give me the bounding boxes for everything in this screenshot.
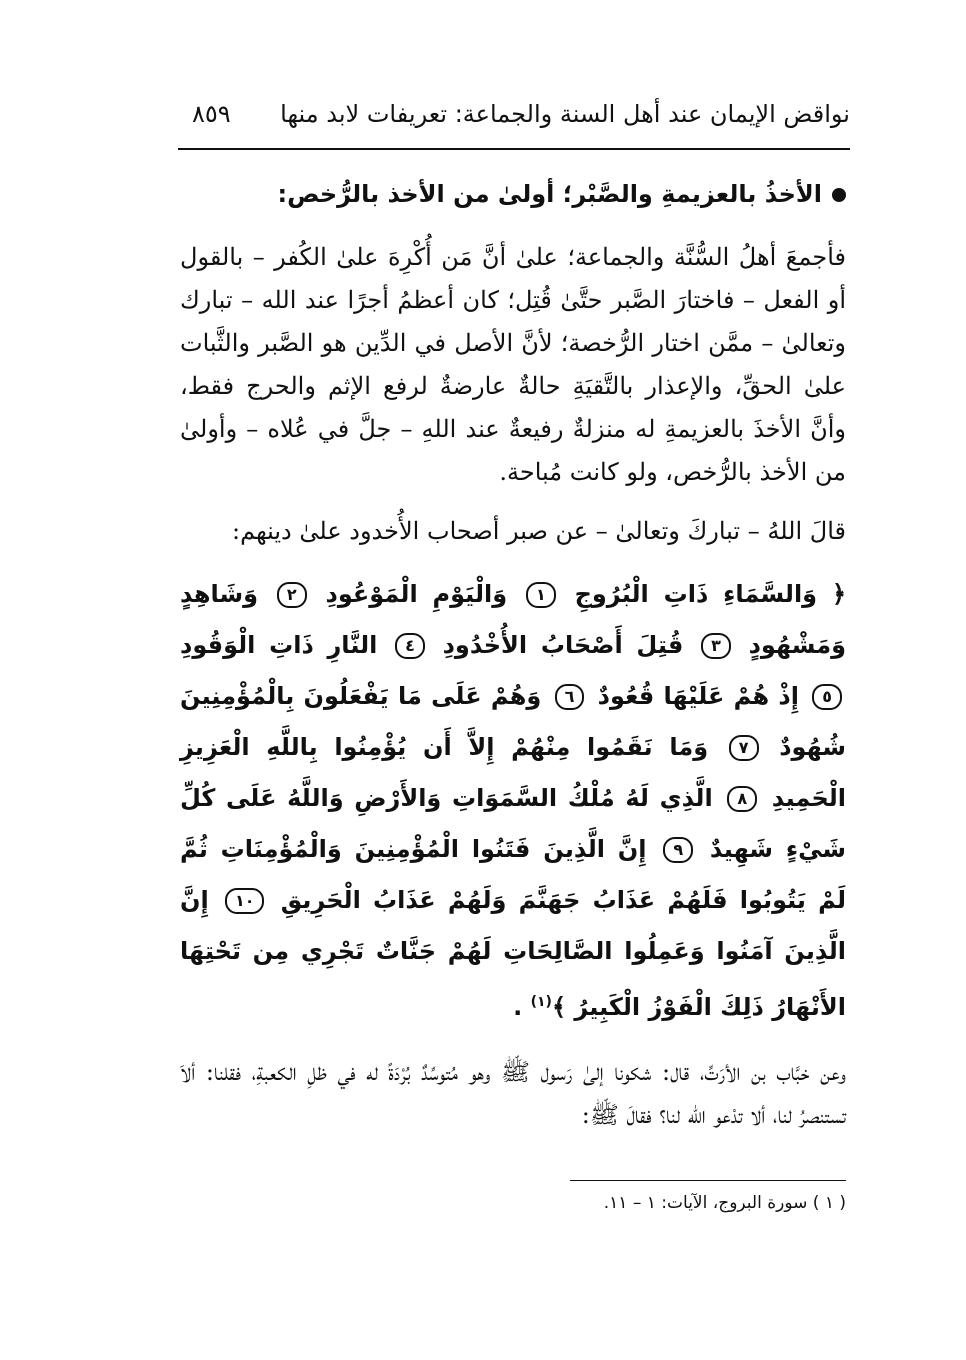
verse-open-bracket: ﴿ <box>831 580 847 608</box>
verse-close-bracket: ﴾ <box>551 993 567 1021</box>
paragraph-khabbab-hadith: وعن خبَّاب بن الأرَتِّ، قال: شكونا إلىٰ رَسول ﷺ وهو مُتوسِّدٌ بُرْدَةً له في ظلِ الكعبةِ، فقلنا: ألاَ تستنصرُ لنا، ألا تدْعو الله لنا؟ فقالَ ﷺ: <box>180 1058 846 1129</box>
ayah-number-marker: ١٠ <box>225 888 265 914</box>
footnote: ( ١ ) سورة البروج، الآيات: ١ – ١١. <box>603 1193 846 1213</box>
verse-segment: النَّارِ ذَاتِ الْوَقُودِ <box>180 631 378 659</box>
quran-verse-block <box>180 569 846 1033</box>
ayah-number-marker: ٧ <box>729 735 759 761</box>
ayah-number-marker: ٩ <box>663 837 693 863</box>
bullet-icon <box>832 188 846 202</box>
verse-end-punctuation: . <box>513 993 523 1021</box>
verse-segment: وَالْيَوْمِ الْمَوْعُودِ <box>325 580 508 608</box>
verse-segment: الَّذِي لَهُ مُلْكُ السَّمَوَاتِ وَالأَرْضِ وَاللَّهُ عَلَى كُلِّ شَيْءٍ شَهِيدٌ <box>180 784 846 863</box>
verse-segment: إِنَّ الَّذِينَ آمَنُوا وَعَمِلُوا الصَّالِحَاتِ لَهُمْ جَنَّاتٌ تَجْرِي مِن تَحْتِهَا الأَنْهَارُ ذَلِكَ الْفَوْزُ الْكَبِيرُ <box>180 886 846 1021</box>
main-text <box>180 168 846 1153</box>
running-header-title: نواقض الإيمان عند أهل السنة والجماعة: تعريفات لابد منها <box>280 100 850 128</box>
ayah-number-marker: ٥ <box>812 684 842 710</box>
verse-segment: وَشَاهِدٍ وَمَشْهُودٍ <box>180 580 846 659</box>
ayah-number-marker: ٣ <box>701 633 731 659</box>
footnote-divider <box>570 1180 846 1181</box>
verse-segment: وَمَا نَقَمُوا مِنْهُمْ إِلاَّ أَن يُؤْمِنُوا بِاللَّهِ الْعَزِيزِ الْحَمِيدِ <box>180 733 847 812</box>
paragraph-consensus: فأجمعَ أهلُ السُّنَّة والجماعة؛ علىٰ أنَّ مَن أُكْرِهَ علىٰ الكُفر – بالقول أو الفعل – فاختارَ الصَّبر حتَّىٰ قُتِل؛ كان أعظمُ أجرًا عند الله – تبارك وتعالىٰ – ممَّن اختار الرُّخصة؛ لأنَّ الأصل في الدِّين هو الصَّبر والثَّبات علىٰ الحقِّ، والإعذار بالتَّقيَةِ حالةٌ عارضةٌ لرفع الإثم والحرج فقط، وأنَّ الأخذَ بالعزيمةِ له منزلةٌ رفيعةٌ عند اللهِ – جلَّ في عُلاه – وأولىٰ من الأخذ بالرُّخص، ولو كانت مُباحة. <box>180 243 846 486</box>
ayah-number-marker: ٢ <box>277 582 307 608</box>
ayah-number-marker: ٤ <box>395 633 425 659</box>
section-heading <box>180 176 846 212</box>
ayah-number-marker: ١ <box>526 582 556 608</box>
ayah-number-marker: ٨ <box>727 786 757 812</box>
running-header <box>178 98 850 142</box>
verse-segment: وَالسَّمَاءِ ذَاتِ الْبُرُوجِ <box>574 580 818 608</box>
paragraph-quran-intro: قالَ اللهُ – تباركَ وتعالىٰ – عن صبر أصحاب الأُخدود علىٰ دينهم: <box>232 517 846 545</box>
header-divider <box>178 148 850 150</box>
verse-segment: وَهُمْ عَلَى مَا يَفْعَلُونَ بِالْمُؤْمِنِينَ شُهُودٌ <box>180 682 847 761</box>
ayah-number-marker: ٦ <box>555 684 585 710</box>
verse-segment: قُتِلَ أَصْحَابُ الأُخْدُودِ <box>442 631 684 659</box>
section-heading-text: الأخذُ بالعزيمةِ والصَّبْر؛ أولىٰ من الأخذ بالرُّخص: <box>277 180 822 208</box>
page-number: ٨٥٩ <box>192 100 231 128</box>
verse-segment: إِنَّ الَّذِينَ فَتَنُوا الْمُؤْمِنِينَ وَالْمُؤْمِنَاتِ ثُمَّ لَمْ يَتُوبُوا فَلَهُمْ عَذَابُ جَهَنَّمَ وَلَهُمْ عَذَابُ الْحَرِيقِ <box>180 835 846 914</box>
verse-segment: إِذْ هُمْ عَلَيْهَا قُعُودٌ <box>597 682 799 710</box>
footnote-reference: (١) <box>530 994 552 1010</box>
